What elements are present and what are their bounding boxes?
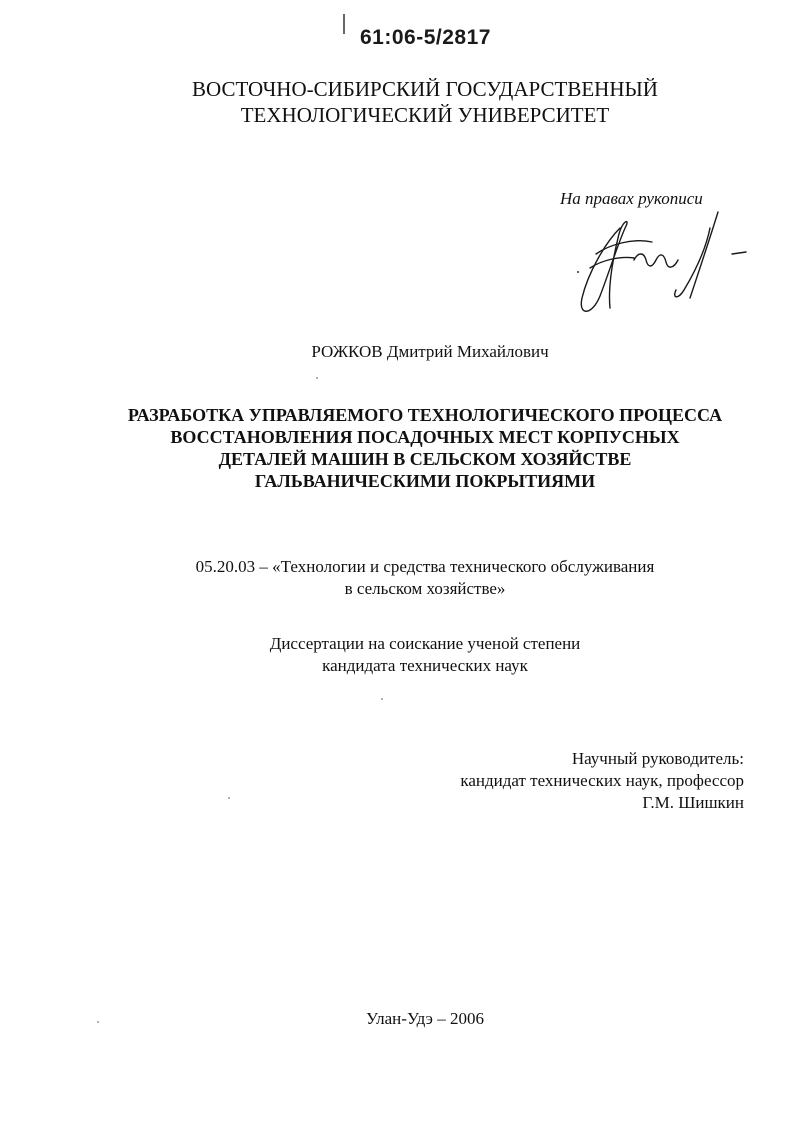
- degree-line-2: кандидата технических наук: [322, 656, 528, 675]
- thesis-title-line-1: РАЗРАБОТКА УПРАВЛЯЕМОГО ТЕХНОЛОГИЧЕСКОГО ПРОЦЕССА: [127, 405, 723, 425]
- degree-statement: [160, 633, 690, 677]
- thesis-title-line-4: ГАЛЬВАНИЧЕСКИМИ ПОКРЫТИЯМИ: [254, 471, 596, 491]
- supervisor-rank: кандидат технических наук, профессор: [460, 771, 744, 790]
- thesis-title-line-3: ДЕТАЛЕЙ МАШИН В СЕЛЬСКОМ ХОЗЯЙСТВЕ: [218, 449, 632, 469]
- scan-speck: [228, 797, 230, 799]
- specialty-line-2: в сельском хозяйстве»: [344, 579, 506, 598]
- scan-speck: [381, 698, 383, 700]
- rights-note: На правах рукописи: [560, 189, 703, 208]
- university-name: [100, 76, 750, 128]
- city-year: Улан-Удэ – 2006: [366, 1009, 484, 1028]
- scan-speck: [316, 377, 318, 379]
- thesis-title-line-2: ВОССТАНОВЛЕНИЯ ПОСАДОЧНЫХ МЕСТ КОРПУСНЫХ: [170, 427, 680, 447]
- archive-code: 61:06-5/2817: [360, 26, 491, 49]
- specialty-code: [120, 556, 730, 600]
- scan-speck: [97, 1021, 99, 1023]
- supervisor-name: Г.М. Шишкин: [642, 793, 744, 812]
- thesis-title: [60, 404, 790, 492]
- supervisor-label: Научный руководитель:: [571, 749, 744, 768]
- specialty-line-1: 05.20.03 – «Технологии и средства технического обслуживания: [195, 557, 655, 576]
- degree-line-1: Диссертации на соискание ученой степени: [269, 634, 581, 653]
- author-name: РОЖКОВ Дмитрий Михайлович: [311, 342, 549, 361]
- scan-tick-mark: [343, 14, 345, 34]
- supervisor-block: [380, 748, 744, 814]
- handwritten-signature: [560, 198, 760, 318]
- university-line-1: ВОСТОЧНО-СИБИРСКИЙ ГОСУДАРСТВЕННЫЙ: [192, 77, 658, 101]
- university-line-2: ТЕХНОЛОГИЧЕСКИЙ УНИВЕРСИТЕТ: [240, 103, 610, 127]
